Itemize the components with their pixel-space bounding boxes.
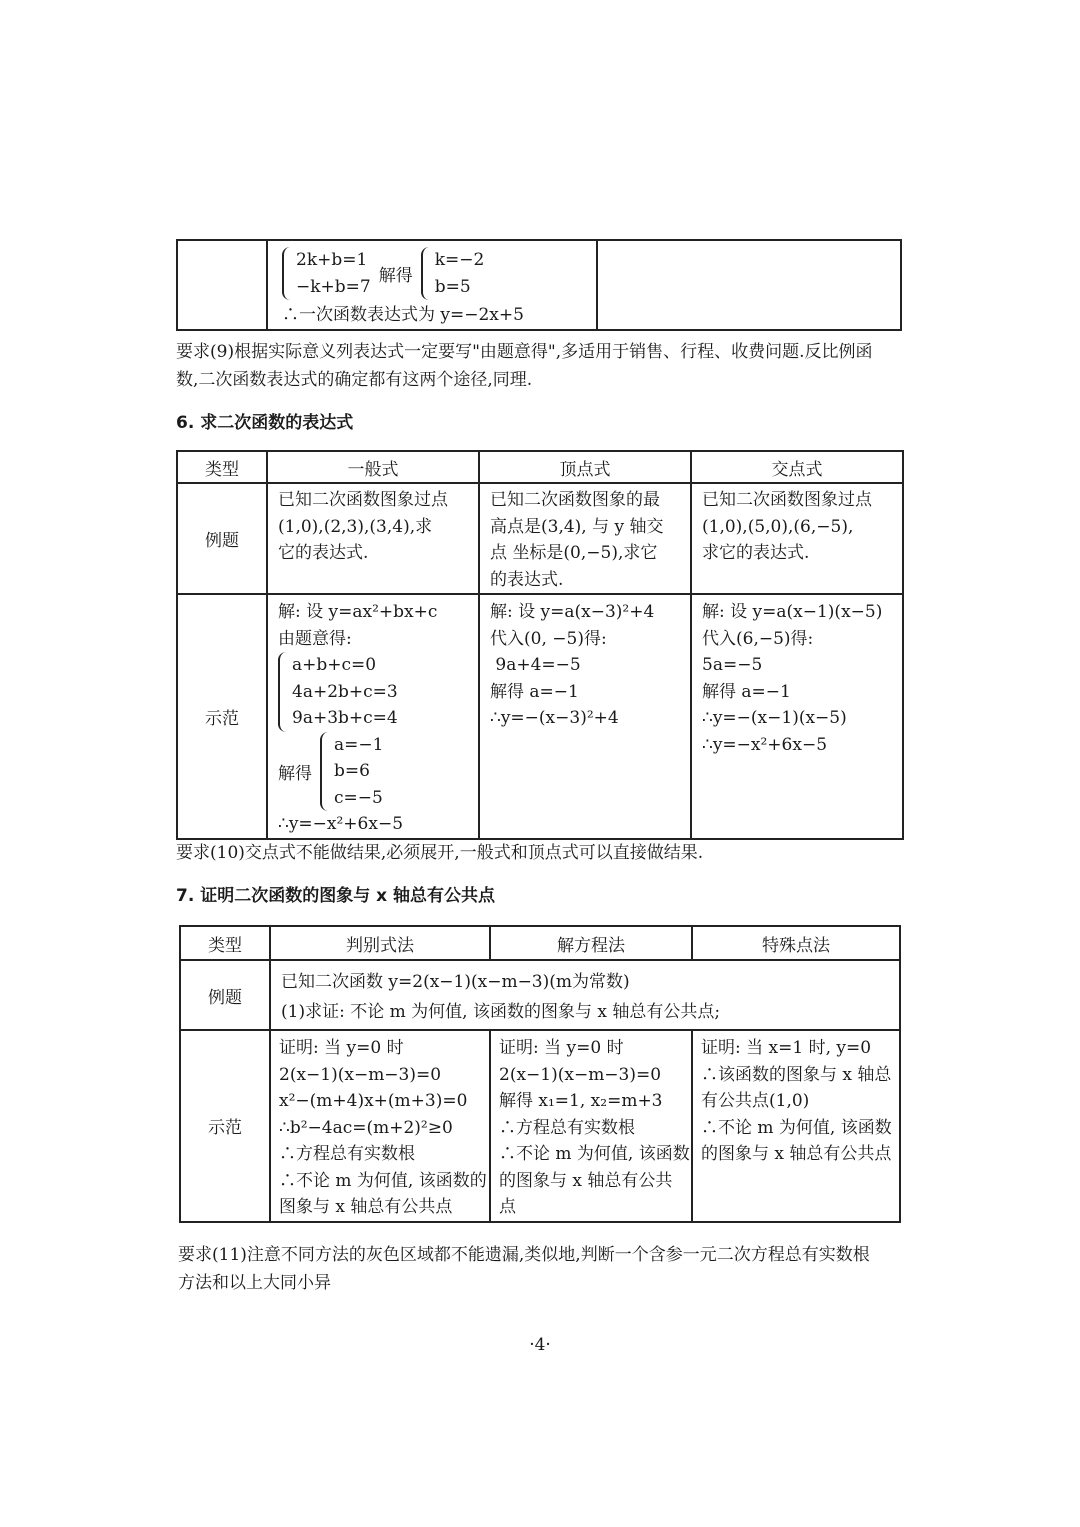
demo-line: 解得 x₁=1, x₂=m+3 (499, 1091, 663, 1111)
solve-word: 解得 (378, 266, 413, 286)
system-line: a+b+c=0 (292, 655, 377, 675)
example-line: 点 坐标是(0,−5),求它 (490, 543, 658, 563)
demo-line: 图象与 x 轴总有公共点 (279, 1197, 453, 1217)
header-discriminant-method: 判别式法 (270, 926, 490, 960)
example-general (267, 483, 479, 594)
example-line: 已知二次函数 y=2(x−1)(x−m−3)(m为常数) (281, 972, 630, 992)
demo-line: ∴不论 m 为何值, 该函数 (499, 1144, 690, 1164)
row-label-example: 例题 (180, 960, 270, 1030)
requirement-10: 要求(10)交点式不能做结果,必须展开,一般式和顶点式可以直接做结果. (176, 843, 704, 863)
solution-line: c=−5 (334, 787, 383, 808)
top-table-empty-cell (597, 240, 901, 330)
top-table (176, 239, 902, 331)
demo-line: 有公共点(1,0) (701, 1091, 810, 1111)
example-line: 已知二次函数图象过点 (702, 490, 872, 510)
example-line: 已知二次函数图象的最 (490, 490, 660, 510)
demo-line: 代入(6,−5)得: (702, 628, 814, 649)
header-general-form: 一般式 (267, 451, 479, 483)
example-line: (1,0),(5,0),(6,−5), (702, 516, 854, 537)
demo-result: ∴y=−x²+6x−5 (702, 734, 828, 755)
demo-line: x²−(m+4)x+(m+3)=0 (279, 1091, 468, 1111)
header-type: 类型 (180, 926, 270, 960)
demo-line: ∴方程总有实数根 (499, 1117, 635, 1138)
demo-intercept (691, 594, 903, 839)
row-label-example: 例题 (177, 483, 267, 594)
demo-general (267, 594, 479, 839)
solution-line: k=−2 (434, 250, 485, 270)
example-line: 高点是(3,4), 与 y 轴交 (490, 516, 664, 537)
example-line: (1,0),(2,3),(3,4),求 (278, 516, 433, 537)
requirement-11-line: 要求(11)注意不同方法的灰色区域都不能遗漏,类似地,判断一个含参一元二次方程总有实数根 (178, 1245, 870, 1265)
demo-line: ∴方程总有实数根 (279, 1144, 415, 1164)
demo-line: 解得 a=−1 (490, 681, 579, 702)
demo-line: ∴y=−(x−1)(x−5) (702, 708, 847, 728)
demo-vertex (479, 594, 691, 839)
example-line: 求它的表达式. (702, 543, 810, 563)
header-solve-equation-method: 解方程法 (490, 926, 692, 960)
system-brace (282, 247, 371, 300)
quadratic-expression-table (176, 450, 904, 840)
system-line: 2k+b=1 (296, 250, 368, 270)
page-number: ·4· (529, 1335, 551, 1355)
requirement-11-line: 方法和以上大同小异 (178, 1273, 331, 1293)
example-intercept (691, 483, 903, 594)
demo-line: 证明: 当 y=0 时 (279, 1038, 404, 1058)
example-line: (1)求证: 不论 m 为何值, 该函数的图象与 x 轴总有公共点; (281, 1002, 721, 1022)
system-line: 9a+3b+c=4 (292, 708, 398, 728)
demo-line: 代入(0, −5)得: (490, 628, 607, 649)
header-type: 类型 (177, 451, 267, 483)
solution-line: b=6 (334, 761, 370, 781)
demo-line: 由题意得: (278, 628, 352, 649)
demo-solve-equation (490, 1030, 692, 1222)
demo-line: 9a+4=−5 (490, 655, 581, 675)
example-line: 它的表达式. (278, 543, 369, 563)
system-line: −k+b=7 (296, 276, 371, 297)
demo-line: 的图象与 x 轴总有公共 (499, 1170, 673, 1191)
requirement-9-line: 要求(9)根据实际意义列表达式一定要写"由题意得",多适用于销售、行程、收费问题.反比例函 (176, 342, 873, 362)
demo-line: 的图象与 x 轴总有公共点 (701, 1144, 892, 1164)
demo-line: ∴该函数的图象与 x 轴总 (701, 1064, 892, 1085)
demo-discriminant (270, 1030, 490, 1222)
example-statement (270, 960, 900, 1030)
header-vertex-form: 顶点式 (479, 451, 691, 483)
demo-line: ∴b²−4ac=(m+2)²≥0 (279, 1117, 453, 1138)
header-intercept-form: 交点式 (691, 451, 903, 483)
demo-line: 解: 设 y=a(x−3)²+4 (490, 602, 655, 622)
linear-function-result: ∴一次函数表达式为 y=−2x+5 (282, 305, 524, 325)
requirement-9-line: 数,二次函数表达式的确定都有这两个途径,同理. (176, 370, 533, 390)
solution-brace (421, 247, 485, 300)
demo-line: 解得 a=−1 (702, 681, 791, 702)
example-vertex (479, 483, 691, 594)
system-brace (278, 652, 472, 732)
demo-line: ∴不论 m 为何值, 该函数的 (279, 1170, 487, 1191)
demo-line: 解: 设 y=a(x−1)(x−5) (702, 602, 883, 622)
section-6-title: 6. 求二次函数的表达式 (176, 413, 354, 433)
section-7-title: 7. 证明二次函数的图象与 x 轴总有公共点 (176, 886, 496, 906)
demo-line: ∴不论 m 为何值, 该函数 (701, 1117, 892, 1138)
demo-line: 点 (499, 1197, 516, 1217)
demo-result: ∴y=−(x−3)²+4 (490, 708, 619, 728)
example-line: 已知二次函数图象过点 (278, 490, 448, 510)
demo-result: ∴y=−x²+6x−5 (278, 814, 404, 834)
demo-line: 解: 设 y=ax²+bx+c (278, 602, 438, 622)
top-table-solution-cell (267, 240, 597, 330)
x-axis-intersection-table (179, 925, 901, 1223)
solution-line: a=−1 (334, 734, 384, 755)
system-line: 4a+2b+c=3 (292, 681, 398, 702)
header-special-point-method: 特殊点法 (692, 926, 900, 960)
demo-line: 5a=−5 (702, 655, 763, 675)
demo-line: 2(x−1)(x−m−3)=0 (499, 1064, 662, 1085)
demo-line: 2(x−1)(x−m−3)=0 (279, 1064, 442, 1085)
solution-line: b=5 (434, 276, 471, 297)
solve-word: 解得 (278, 763, 312, 784)
demo-line: 证明: 当 x=1 时, y=0 (701, 1038, 872, 1058)
requirement-11 (178, 1241, 906, 1297)
top-table-label-cell (177, 240, 267, 330)
requirement-9 (176, 338, 906, 394)
solution-brace (320, 732, 383, 812)
row-label-demo: 示范 (180, 1030, 270, 1222)
example-line: 的表达式. (490, 569, 564, 590)
demo-special-point (692, 1030, 900, 1222)
demo-line: 证明: 当 y=0 时 (499, 1038, 624, 1058)
row-label-demo: 示范 (177, 594, 267, 839)
